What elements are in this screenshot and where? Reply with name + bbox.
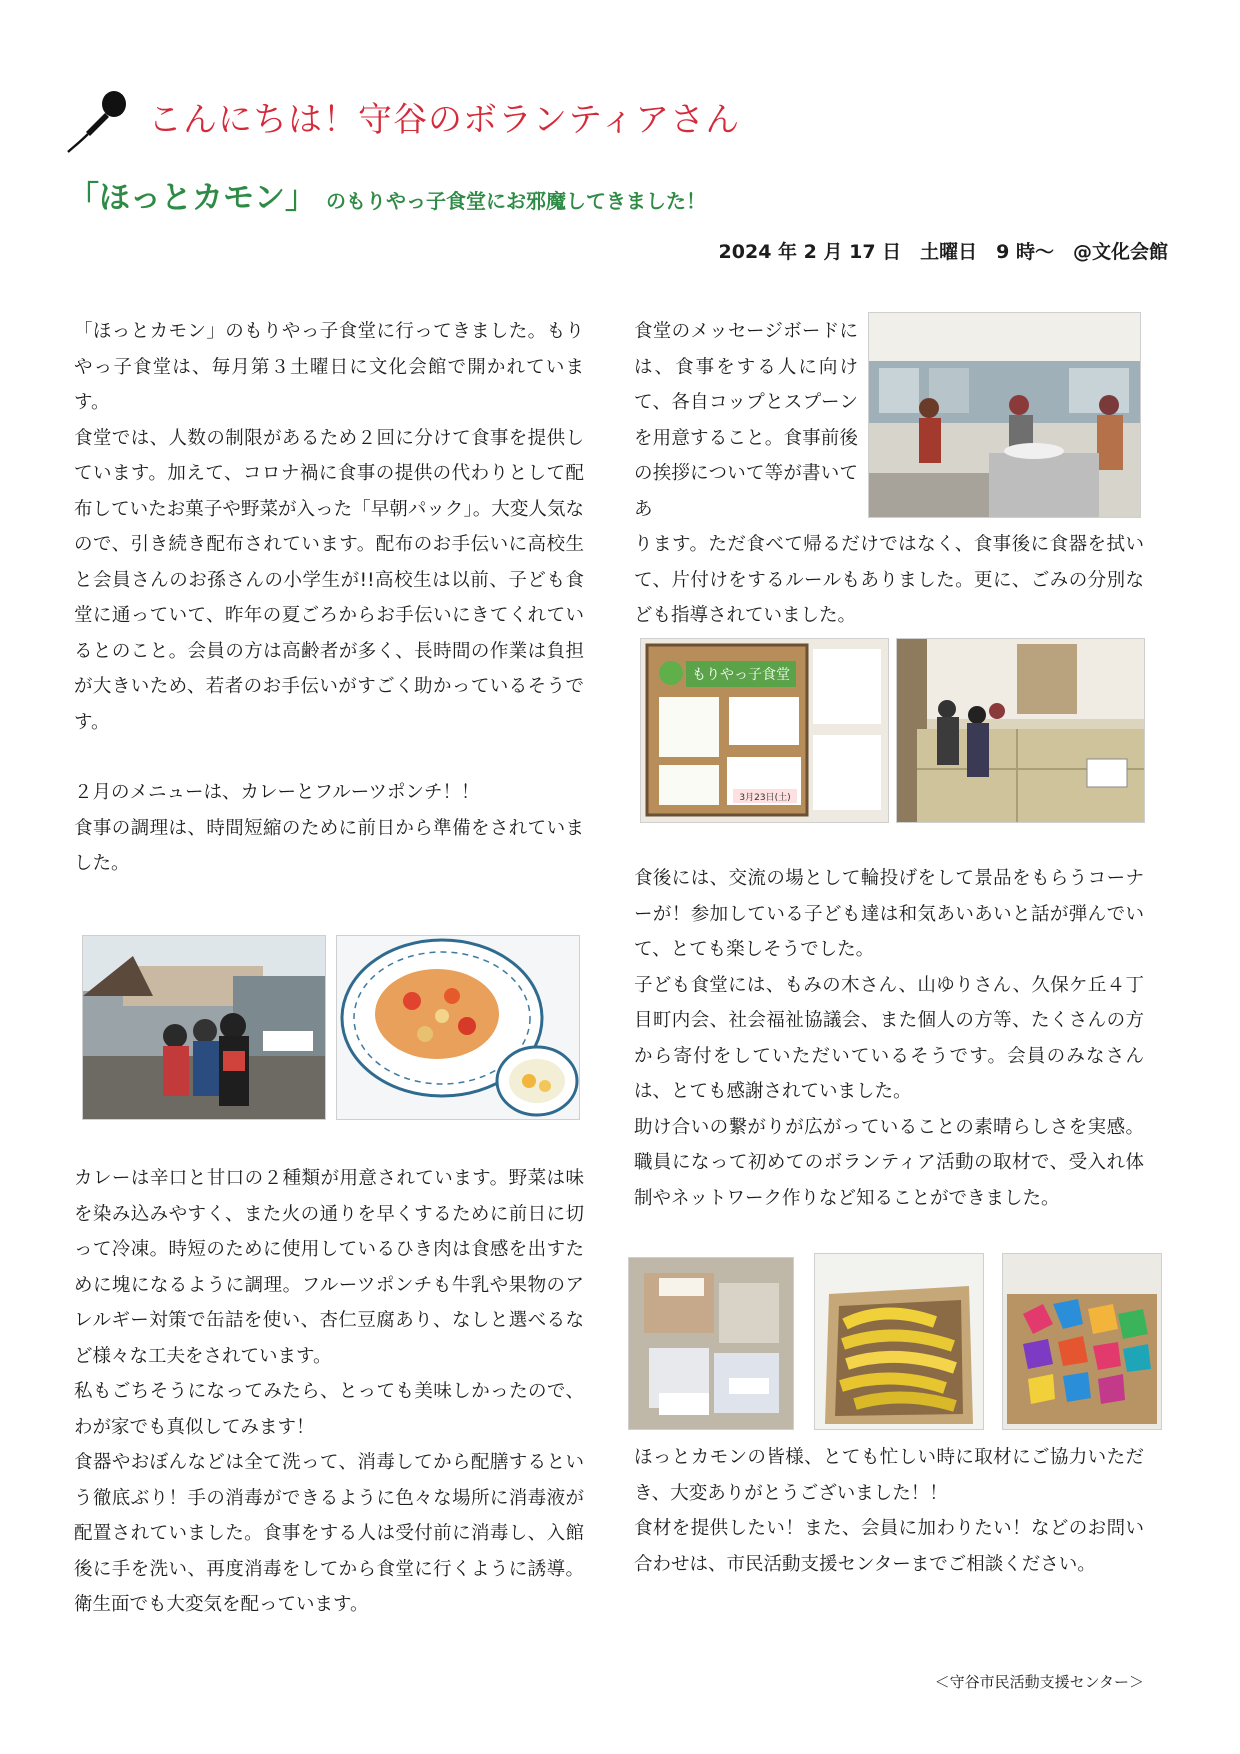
page-title: こんにちは！守谷のボランティアさん [148, 100, 741, 140]
paragraph: 「ほっとカモン」のもりやっ子食堂に行ってきました。もりやっ子食堂は、毎月第３土曜日に文化会館で開かれています。 [74, 321, 584, 413]
left-text-block-2 [74, 1161, 584, 1623]
paragraph: 助け合いの繋がりが広がっていることの素晴らしさを実感。職員になって初めてのボランティア活動の取材で、受入れ体制やネットワーク作りなど知ることができました。 [634, 1116, 1144, 1209]
paragraph: ほっとカモンの皆様、とても忙しい時に取材にご協力いただき、大変ありがとうございました！！ [634, 1447, 1144, 1504]
paragraph: カレーは辛口と甘口の２種類が用意されています。野菜は味を染み込みやすく、また火の通りを早くするために前日に切って冷凍。時短のために使用しているひき肉は食感を出すために塊になるように調理。フルーツポンチも牛乳や果物のアレルギー対策で缶詰を使い、杏仁豆腐あり、なしと選べるなど様々な工夫をされています。 [74, 1168, 584, 1367]
event-dateline: 2024 年 2 月 17 日 土曜日 9 時～ @文化会館 [718, 241, 1168, 263]
paragraph: 食堂では、人数の制限があるため２回に分けて食事を提供しています。加えて、コロナ禍に食事の提供の代わりとして配布していたお菓子や野菜が入った「早朝パック」。大変人気なので、引き続き配布されています。配布のお手伝いに高校生と会員さんのお孫さんの小学生が!!高校生は以前、子ども食堂に通っていて、昨年の夏ごろからお手伝いにきてくれているとのこと。会員の方は高齢者が多く、長時間の作業は負担が大きいため、若者のお手伝いがすごく助かっているそうです。 [74, 427, 584, 733]
board-date-text: 3月23日(土) [739, 793, 791, 803]
board-header-text: もりやっ子食堂 [692, 667, 790, 683]
paragraph: 子ども食堂には、もみの木さん、山ゆりさん、久保ケ丘４丁目町内会、社会福祉協議会、また個人の方等、たくさんの方から寄付をしていただいているそうです。会員のみなさんは、とても感謝されていました。 [634, 974, 1144, 1102]
photo-message-board [640, 638, 889, 823]
photo-ring-toss [896, 638, 1145, 823]
paragraph: 私もごちそうになってみたら、とっても美味しかったので、わが家でも真似してみます！ [74, 1381, 584, 1438]
microphone-icon [64, 86, 134, 156]
paragraph: ２月のメニューは、カレーとフルーツポンチ！！ [74, 782, 480, 803]
right-text-block-3 [634, 1440, 1144, 1582]
footer-credit: ＜守谷市民活動支援センター＞ [934, 1673, 1144, 1691]
subtitle-rest: のもりやっ子食堂にお邪魔してきました！ [326, 189, 706, 213]
paragraph: 食堂のメッセージボードには、食事をする人に向けて、各自コップとスプーンを用意すること。食事前後の挨拶について等が書いてあ [634, 321, 858, 520]
article-subtitle [68, 172, 706, 217]
photo-food-distribution [82, 935, 326, 1120]
right-text-block-2 [634, 861, 1144, 1216]
paragraph: ります。ただ食べて帰るだけではなく、食事後に食器を拭いて、片付けをするルールもありました。更に、ごみの分別なども指導されていました。 [634, 534, 1144, 626]
right-text-block-1 [634, 527, 1144, 634]
left-text-block-1 [74, 314, 584, 882]
paragraph: 食事の調理は、時間短縮のために前日から準備をされていました。 [74, 817, 584, 874]
right-text-wrap [634, 314, 858, 527]
subtitle-main: 「ほっとカモン」 [68, 180, 316, 216]
photo-kitchen-preparation [868, 312, 1141, 518]
paragraph: 食材を提供したい！また、会員に加わりたい！などのお問い合わせは、市民活動支援センターまでご相談ください。 [634, 1518, 1144, 1575]
photo-curry-and-fruit-punch [336, 935, 580, 1120]
paragraph: 食後には、交流の場として輪投げをして景品をもらうコーナーが！参加している子ども達は和気あいあいと話が弾んでいて、とても楽しそうでした。 [634, 868, 1144, 960]
photo-bananas [814, 1253, 984, 1430]
photo-snack-packs [628, 1257, 794, 1430]
photo-origami [1002, 1253, 1162, 1430]
paragraph: 食器やおぼんなどは全て洗って、消毒してから配膳するという徹底ぶり！手の消毒ができるように色々な場所に消毒液が配置されていました。食事をする人は受付前に消毒し、入館後に手を洗い、再度消毒をしてから食堂に行くように誘導。衛生面でも大変気を配っています。 [74, 1452, 584, 1615]
